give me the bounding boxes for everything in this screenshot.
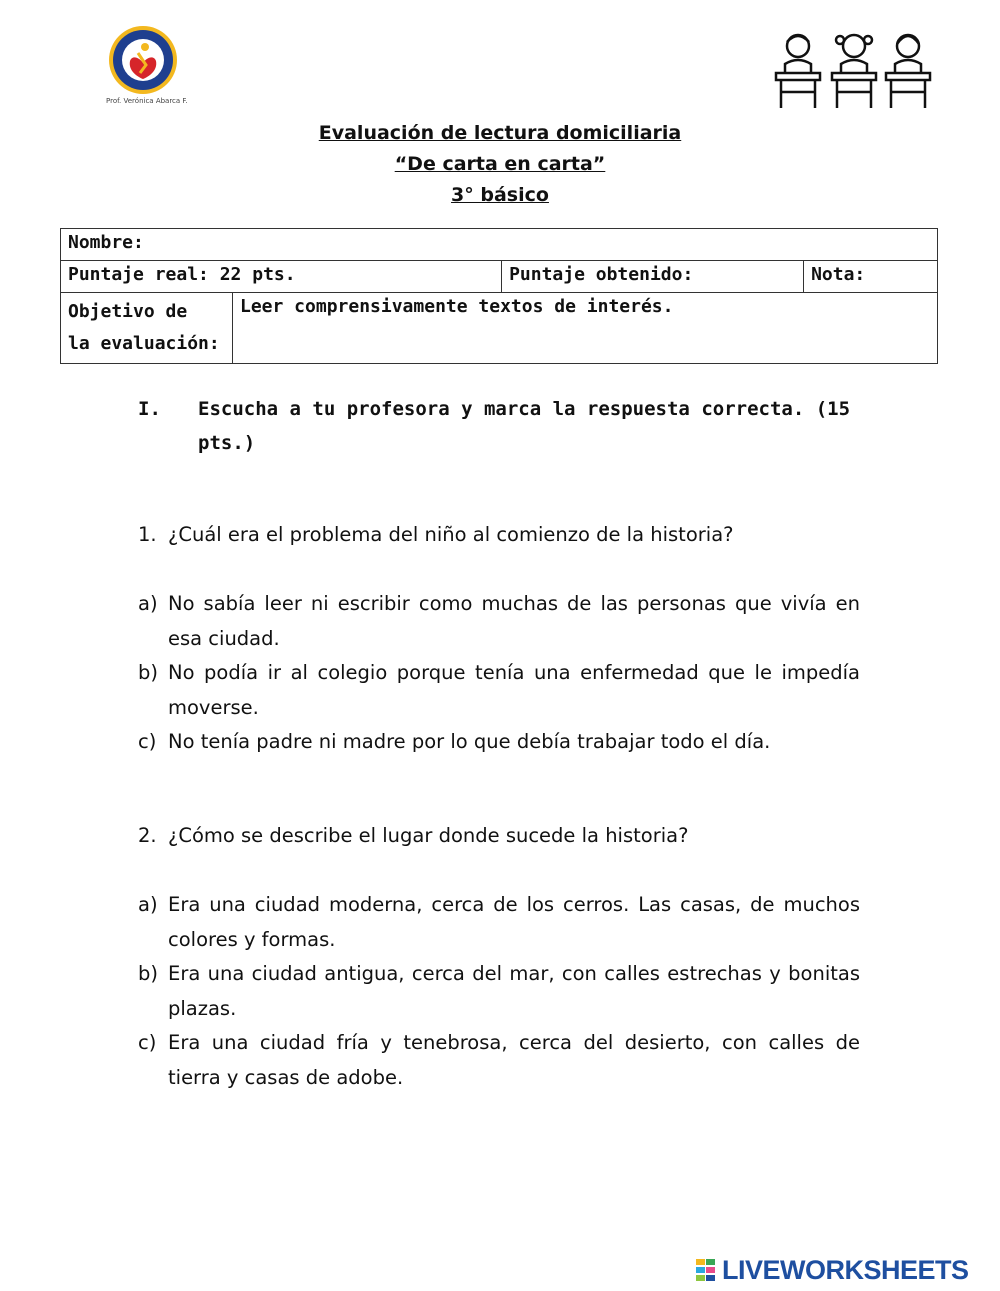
liveworksheets-brand [696, 1252, 996, 1288]
option-label: a) [138, 592, 158, 615]
section-instruction-text: Escucha a tu profesora y marca la respuesta correcta. (15 pts.) [198, 398, 851, 454]
option-text: Era una ciudad moderna, cerca de los cerros. Las casas, de muchos colores y formas. [168, 893, 860, 951]
option-text: Era una ciudad antigua, cerca del mar, con calles estrechas y bonitas plazas. [168, 962, 860, 1020]
option-label: c) [138, 730, 157, 753]
objective-text: Leer comprensivamente textos de interés. [233, 293, 938, 364]
grade-field[interactable]: Nota: [804, 261, 938, 293]
question-text: ¿Cómo se describe el lugar donde sucede la historia? [168, 824, 689, 847]
option-label: a) [138, 893, 158, 916]
document-subtitle: “De carta en carta” [394, 153, 606, 175]
question-number: 1. [138, 523, 157, 546]
option-label: b) [138, 661, 158, 684]
option-label: b) [138, 962, 158, 985]
students-at-desks-illustration [773, 28, 935, 112]
student-info-table [60, 228, 938, 364]
name-field[interactable]: Nombre: [61, 229, 938, 261]
section-number: I. [138, 398, 161, 420]
school-logo [100, 25, 186, 95]
max-score-cell: Puntaje real: 22 pts. [61, 261, 502, 293]
option-2a[interactable] [138, 888, 860, 957]
option-1a[interactable] [138, 587, 860, 656]
option-text: No podía ir al colegio porque tenía una enfermedad que le impedía moverse. [168, 661, 860, 719]
question-1 [138, 518, 860, 553]
teacher-name: Prof. Verónica Abarca F. [106, 97, 188, 105]
section-instruction [138, 392, 860, 460]
document-title: Evaluación de lectura domiciliaria [318, 122, 682, 144]
liveworksheets-logo-icon [696, 1259, 716, 1281]
option-text: Era una ciudad fría y tenebrosa, cerca del desierto, con calles de tierra y casas de adobe. [168, 1031, 860, 1089]
option-2b[interactable] [138, 957, 860, 1026]
objective-label-line-2: la evaluación: [68, 333, 220, 354]
option-2c[interactable] [138, 1026, 860, 1095]
question-2 [138, 819, 860, 854]
option-1c[interactable] [138, 725, 860, 760]
option-1b[interactable] [138, 656, 860, 725]
option-label: c) [138, 1031, 157, 1054]
option-text: No sabía leer ni escribir como muchas de las personas que vivía en esa ciudad. [168, 592, 860, 650]
liveworksheets-wordmark: LIVEWORKSHEETS [722, 1255, 969, 1285]
objective-label [61, 293, 233, 364]
question-number: 2. [138, 824, 157, 847]
obtained-score-field[interactable]: Puntaje obtenido: [502, 261, 804, 293]
document-titles [0, 118, 1000, 211]
option-text: No tenía padre ni madre por lo que debía trabajar todo el día. [168, 730, 771, 753]
grade-level: 3° básico [451, 184, 549, 206]
objective-label-line-1: Objetivo de [68, 301, 188, 322]
question-text: ¿Cuál era el problema del niño al comienzo de la historia? [168, 523, 734, 546]
